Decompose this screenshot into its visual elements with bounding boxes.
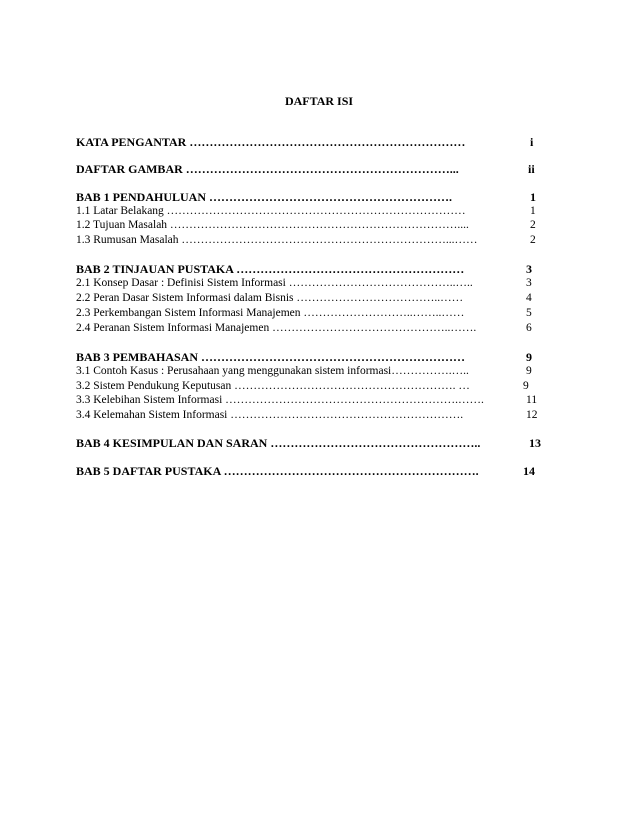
toc-page-number: 2 — [530, 219, 536, 231]
toc-page-number: 1 — [530, 205, 536, 217]
toc-page-number: 4 — [526, 292, 532, 304]
toc-entry-2-3[interactable] — [76, 307, 464, 319]
toc-entry-label: BAB 3 PEMBAHASAN ………………………………………………………… — [76, 350, 466, 364]
toc-page-number: 13 — [529, 436, 541, 450]
toc-entry-label: 2.1 Konsep Dasar : Definisi Sistem Informasi ……………………………………..….. — [76, 277, 473, 289]
toc-entry-3-3[interactable] — [76, 394, 484, 406]
toc-entry-3-4[interactable] — [76, 409, 463, 421]
toc-page-number: i — [530, 135, 534, 149]
toc-page-number: 12 — [526, 409, 538, 421]
toc-entry-label: 3.4 Kelemahan Sistem Informasi ……………………………………………………. — [76, 409, 464, 421]
page-title: DAFTAR ISI — [284, 94, 354, 108]
toc-entry-label: BAB 2 TINJAUAN PUSTAKA ………………………………………………… — [76, 262, 465, 276]
toc-entry-bab-4[interactable] — [76, 436, 480, 451]
toc-entry-label: BAB 5 DAFTAR PUSTAKA ………………………………………………………. — [76, 464, 479, 478]
toc-entry-1-2[interactable] — [76, 219, 469, 231]
toc-entry-bab-5[interactable] — [76, 464, 479, 479]
toc-entry-label: 2.2 Peran Dasar Sistem Informasi dalam Bisnis ………………………………..…… — [76, 292, 464, 304]
toc-entry-label: KATA PENGANTAR …………………………………………………………… — [76, 135, 466, 149]
toc-page-number: 9 — [526, 350, 532, 364]
toc-entry-3-2[interactable] — [76, 380, 470, 392]
toc-entry-2-4[interactable] — [76, 322, 476, 334]
toc-entry-label: 1.2 Tujuan Masalah ………………………………………………………………….... — [76, 219, 469, 231]
toc-entry-daftar-gambar[interactable] — [76, 162, 459, 177]
toc-page-number: ii — [528, 162, 535, 176]
toc-entry-1-1[interactable] — [76, 205, 466, 217]
toc-page-number: 9 — [526, 365, 532, 377]
toc-page-number: 5 — [526, 307, 532, 319]
toc-page-number: 3 — [526, 277, 532, 289]
toc-entry-label: 1.3 Rumusan Masalah ……………………………………………………………...…… — [76, 234, 478, 246]
toc-entry-label: 2.3 Perkembangan Sistem Informasi Manajemen ………………………..……..…… — [76, 307, 465, 319]
toc-entry-1-3[interactable] — [76, 234, 478, 246]
toc-page-number: 14 — [523, 464, 535, 478]
toc-entry-bab-3[interactable] — [76, 350, 465, 365]
toc-entry-bab-1[interactable] — [76, 190, 452, 205]
toc-entry-bab-2[interactable] — [76, 262, 464, 277]
toc-page-number: 2 — [530, 234, 536, 246]
toc-page-number: 6 — [526, 322, 532, 334]
toc-page-number: 11 — [526, 394, 538, 406]
toc-entry-label: 2.4 Peranan Sistem Informasi Manajemen ………………………………………..……. — [76, 322, 477, 334]
toc-entry-2-2[interactable] — [76, 292, 463, 304]
toc-entry-label: DAFTAR GAMBAR …………………………………………………………... — [76, 162, 459, 176]
toc-page-number: 3 — [526, 262, 532, 276]
toc-entry-label: 3.2 Sistem Pendukung Keputusan …………………………………………………. … — [76, 380, 470, 392]
toc-page-number: 9 — [523, 380, 529, 392]
toc-page-number: 1 — [530, 190, 536, 204]
toc-entry-label: BAB 4 KESIMPULAN DAN SARAN …………………………………………….. — [76, 436, 481, 450]
toc-entry-label: BAB 1 PENDAHULUAN ……………………………………………………. — [76, 190, 453, 204]
toc-entry-label: 3.3 Kelebihan Sistem Informasi …………………………………………………….……. — [76, 394, 484, 406]
toc-entry-label: 1.1 Latar Belakang …………………………………………………………………… — [76, 205, 466, 217]
toc-entry-3-1[interactable] — [76, 365, 469, 377]
toc-entry-kata-pengantar[interactable] — [76, 135, 465, 150]
toc-entry-2-1[interactable] — [76, 277, 473, 289]
toc-entry-label: 3.1 Contoh Kasus : Perusahaan yang menggunakan sistem informasi…………….….. — [76, 365, 469, 377]
